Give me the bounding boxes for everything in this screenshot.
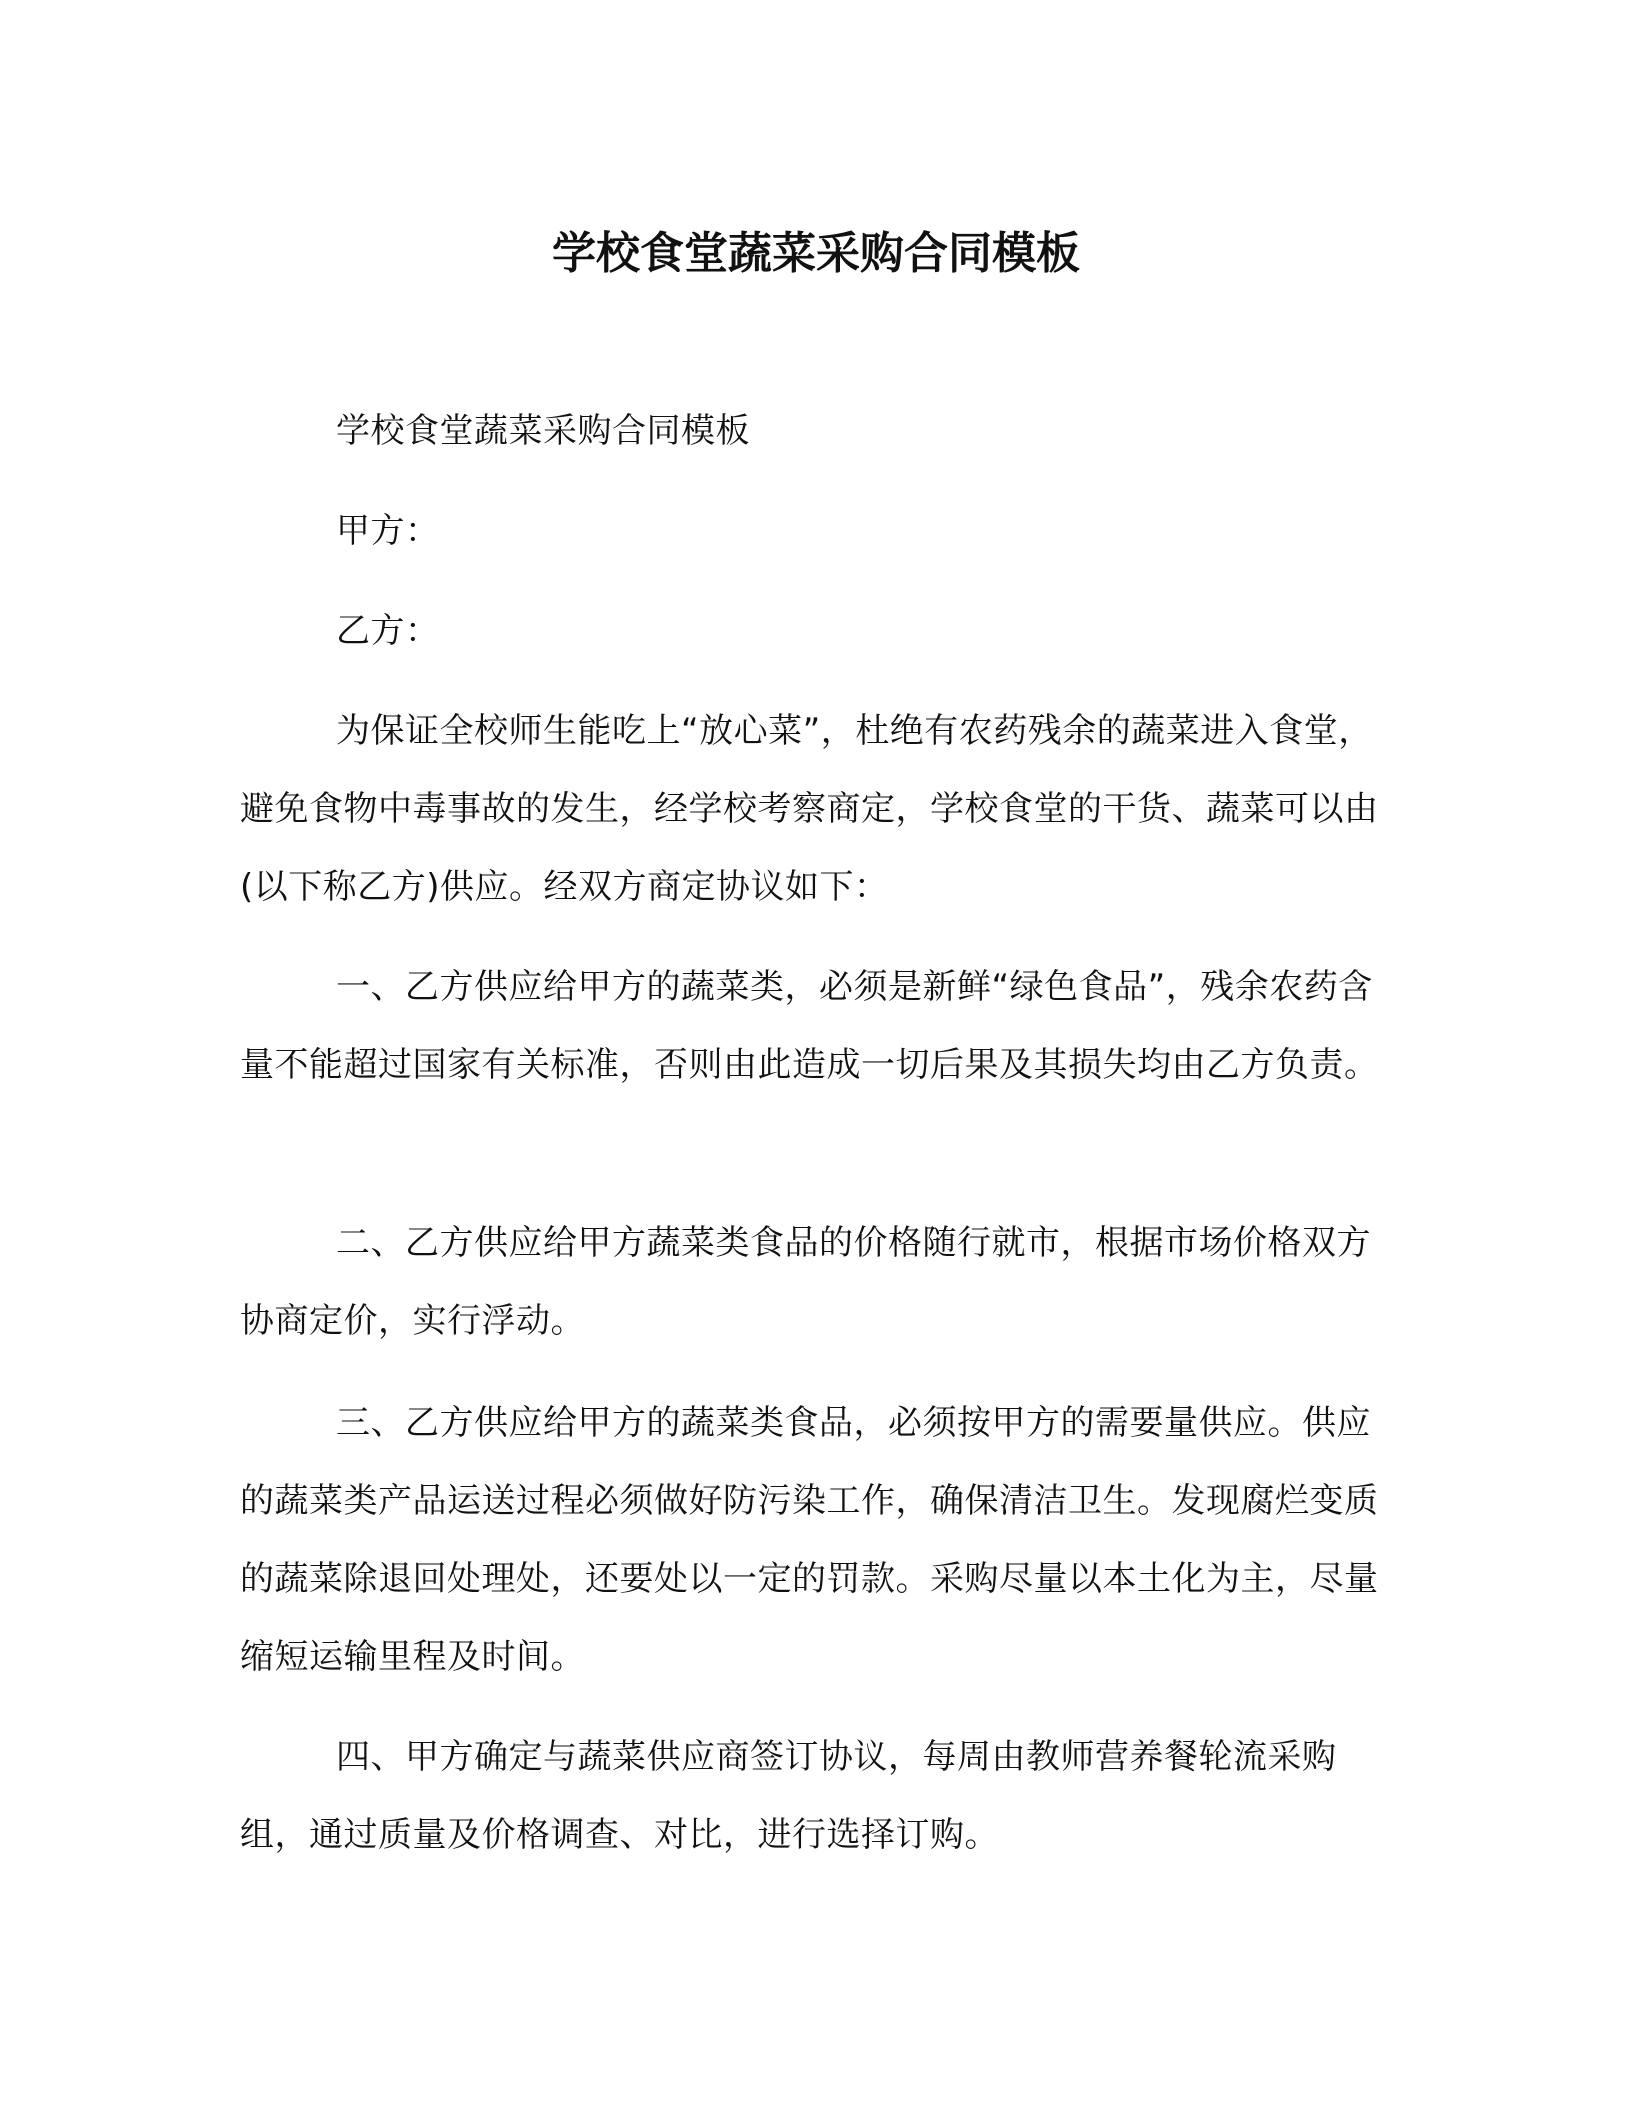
party-a-label: 甲方： bbox=[336, 511, 440, 551]
party-b-label: 乙方： bbox=[336, 611, 440, 651]
intro-paragraph: 为保证全校师生能吃上“放心菜”，杜绝有农药残余的蔬菜进入食堂，避免食物中毒事故的发生，经学校考察商定，学校食堂的干货、蔬菜可以由 (以下称乙方)供应。经双方商定协议如下： bbox=[240, 711, 1379, 907]
clause-1: 一、乙方供应给甲方的蔬菜类，必须是新鲜“绿色食品”，残余农药含量不能超过国家有关标准，否则由此造成一切后果及其损失均由乙方负责。 bbox=[240, 967, 1379, 1085]
clause-2: 二、乙方供应给甲方蔬菜类食品的价格随行就市，根据市场价格双方协商定价，实行浮动。 bbox=[240, 1223, 1371, 1341]
clause-4: 四、甲方确定与蔬菜供应商签订协议，每周由教师营养餐轮流采购组，通过质量及价格调查、对比，进行选择订购。 bbox=[240, 1737, 1337, 1855]
document-title: 学校食堂蔬菜采购合同模板 bbox=[552, 228, 1080, 279]
document-subtitle: 学校食堂蔬菜采购合同模板 bbox=[336, 411, 750, 451]
clause-3: 三、乙方供应给甲方的蔬菜类食品，必须按甲方的需要量供应。供应的蔬菜类产品运送过程必须做好防污染工作，确保清洁卫生。发现腐烂变质的蔬菜除退回处理处，还要处以一定的罚款。采购尽量以本土化为主，尽量缩短运输里程及时间。 bbox=[240, 1403, 1379, 1677]
